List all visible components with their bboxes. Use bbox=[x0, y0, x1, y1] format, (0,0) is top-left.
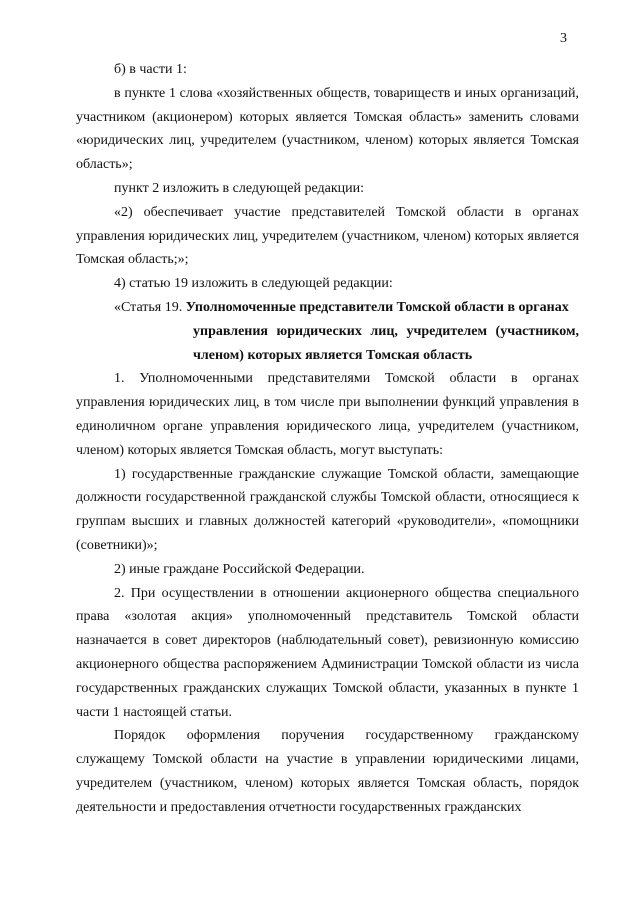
paragraph: в пункте 1 слова «хозяйственных обществ, товариществ и иных организаций, участником (акционером) которых является Томская область» заменить словами «юридических лиц, учредителем (участником, членом) которых является Томская область»; bbox=[76, 85, 579, 173]
paragraph: 2) иные граждане Российской Федерации. bbox=[114, 561, 365, 577]
article-heading-line bbox=[76, 296, 579, 320]
paragraph: Порядок оформления поручения государственному гражданскому служащему Томской области на участие в управлении юридическими лицами, учредителем (участником, членом) которых является Томская область, порядок деятельности и предоставления отчетности государственных гражданских bbox=[76, 728, 579, 815]
page-number: 3 bbox=[560, 31, 567, 46]
paragraph: 2. При осуществлении в отношении акционерного общества специального права «золотая акция» уполномоченный представитель Томской области назначается в совет директоров (наблюдательный совет), ревизионную комиссию акционерного общества распоряжением Администрации Томской области из числа государственных гражданских служащих Томской области, указанных в пункте 1 части 1 настоящей статьи. bbox=[76, 585, 579, 720]
article-title-rest: управления юридических лиц, учредителем (участником, членом) которых является Томская область bbox=[193, 323, 579, 363]
article-heading bbox=[76, 296, 579, 367]
article-prefix: «Статья 19. bbox=[114, 299, 183, 315]
paragraph: пункт 2 изложить в следующей редакции: bbox=[114, 180, 364, 196]
paragraph: 4) статью 19 изложить в следующей редакции: bbox=[114, 276, 393, 292]
article-title-start: Уполномоченные представители Томской области в органах bbox=[185, 299, 569, 315]
paragraph: 1) государственные гражданские служащие Томской области, замещающие должности государственной гражданской службы Томской области, относящиеся к группам высших и главных должностей категорий «руководители», «помощники (советники)»; bbox=[76, 466, 579, 553]
paragraph: 1. Уполномоченными представителями Томской области в органах управления юридических лиц, в том числе при выполнении функций управления в единоличном органе управления юридического лица, учредителем (участником, членом) которых является Томская область, могут выступать: bbox=[76, 371, 579, 458]
paragraph: б) в части 1: bbox=[114, 62, 187, 77]
paragraph: «2) обеспечивает участие представителей Томской области в органах управления юридических лиц, учредителем (участником, членом) которых является Томская область;»; bbox=[76, 204, 579, 268]
document-body bbox=[76, 58, 579, 820]
